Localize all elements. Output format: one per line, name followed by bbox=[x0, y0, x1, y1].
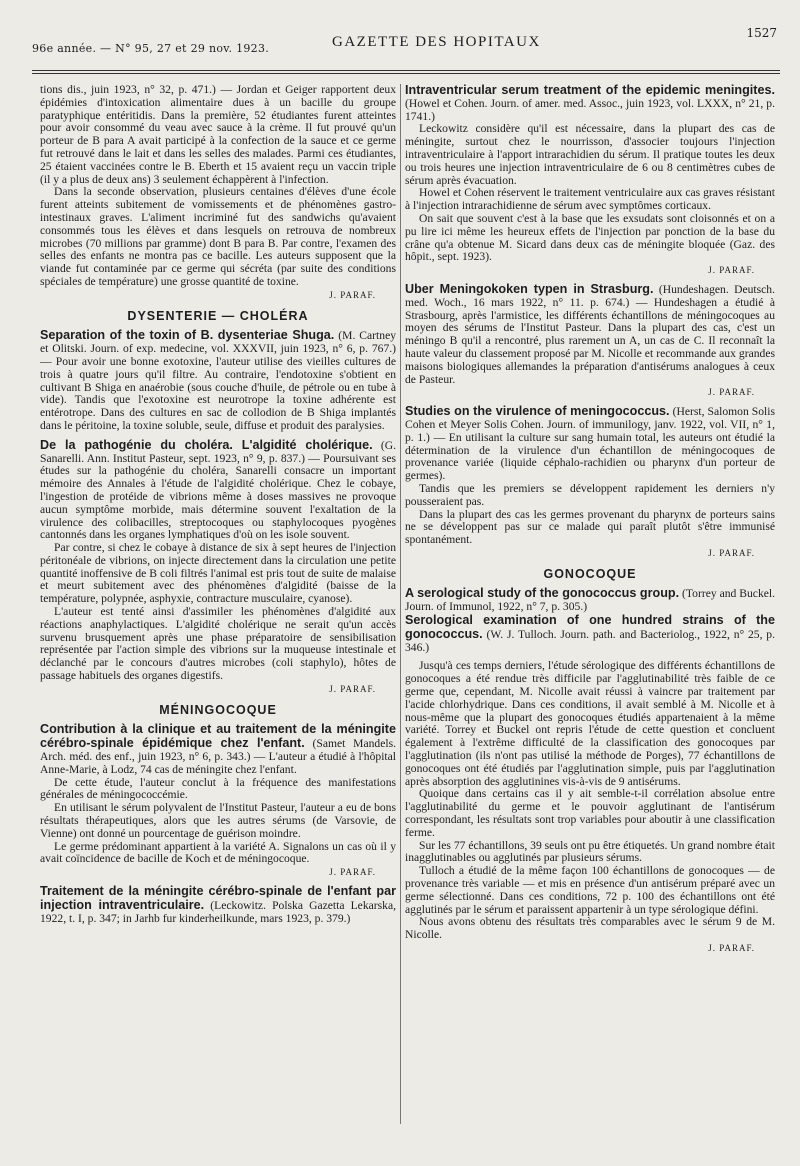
article-virulence-meningococcus bbox=[405, 405, 775, 560]
section-heading-gonocoque: GONOCOQUE bbox=[543, 566, 637, 581]
article-title: Uber Meningokoken typen in Strasburg. bbox=[405, 281, 654, 296]
paragraph: Tandis que les premiers se développent rapidement les derniers n'y pousseraient pas. bbox=[405, 481, 775, 508]
article-traitement-intraventriculaire bbox=[40, 885, 396, 925]
paragraph: Dans la plupart des cas les germes provenant du pharynx de porteurs sains ne se développent pas sur ce malade qui paraît plutôt s'être immunisé spontanément. bbox=[405, 507, 775, 547]
author-signature: J. PARAF. bbox=[708, 943, 755, 953]
article-title: Studies on the virulence of meningococcus. bbox=[405, 404, 670, 419]
paragraph: On sait que souvent c'est à la base que les exsudats sont cloisonnés et on a pu lire ici même les heureux effets de l'injection par ponction de la base du crâne qu'a obtenue M. Sicard dans deux cas de méningite bloquée (Gaz. des hôpit., sept. 1923). bbox=[405, 211, 775, 264]
author-signature: J. PARAF. bbox=[708, 387, 755, 398]
author-signature: J. PARAF. bbox=[329, 867, 376, 878]
article-gonococcus-serology bbox=[405, 587, 775, 954]
article-reference: (M. Cartney et Olitski. Journ. of exp. medecine, vol. XXXVII, juin 1923, n° 6, p. 767.) bbox=[40, 329, 397, 356]
paragraph: Le germe prédominant appartient à la variété A. Signalons un cas où il y avait coïncidence de bacille de Koch et de méningocoque. bbox=[40, 839, 396, 866]
column-divider bbox=[400, 84, 401, 1124]
article-reference: (G. Sanarelli. Ann. Institut Pasteur, sept. 1923, n° 9, p. 837.) bbox=[40, 438, 396, 465]
header-rule-2 bbox=[32, 73, 780, 74]
article-meningokoken-strasburg bbox=[405, 283, 775, 399]
article-title: A serological study of the gonococcus group. bbox=[405, 586, 680, 601]
article-title: Contribution à la clinique et au traitement de la méningite cérébro-spinale épidémique chez l'enfant. bbox=[40, 722, 396, 751]
author-signature: J. PARAF. bbox=[708, 547, 755, 558]
paragraph: Dans la seconde observation, plusieurs centaines d'élèves d'une école furent atteints subitement de vomissements et de phénomènes gastro-intestinaux graves. L'aliment incriminé fut des sandwichs qu'avaient consommés tous les élèves et dans lesquels on retrouva de nombreux microbes (70 millions par gramme) dont B para B. Par contre, l'examen des selles des enfants ne montra pas ce bacille. Les auteurs supposent que la viande fut contaminée par ce germe qui sécréta (par suite des conditions spéciales de température) une grosse quantité de toxine. bbox=[40, 185, 396, 288]
article-contribution-meningite bbox=[40, 723, 396, 879]
paragraph: En utilisant le sérum polyvalent de l'Institut Pasteur, l'auteur a eu de bons résultats thérapeutiques, alors que les autres sérums (de Varsovie, de Vienne) ont donné un pourcentage de guérison moindre. bbox=[40, 801, 396, 840]
article-title: De la pathogénie du choléra. L'algidité cholérique. bbox=[40, 437, 373, 452]
article-title: Traitement de la méningite cérébro-spinale de l'enfant par injection intraventriculaire. bbox=[40, 884, 396, 912]
article-title: Intraventricular serum treatment of the epidemic meningites. bbox=[405, 83, 775, 97]
article-body: — Hundeshagen a étudié à Strasbourg, après l'armistice, les différents échantillons de méningocoques au moyen des sérums de l'Institut Pasteur. Dans la plupart des cas, c'est un méningo B qu'il a rencontré, plus rarement un A, un cas de C. Il reconnaît la haute valeur du classement proposé par M. Nicolle et recommande aux grandes maisons biologiques allemandes la préparation d'antisérums analogues à ceux de Pasteur. bbox=[405, 295, 775, 386]
author-signature: J. PARAF. bbox=[708, 265, 755, 276]
article-reference: (Samet Mandels. Arch. méd. des enf., juin 1923, n° 6, p. 343.) bbox=[40, 737, 396, 764]
journal-title: GAZETTE DES HOPITAUX bbox=[332, 34, 541, 50]
paragraph: Nous avons obtenu des résultats très comparables avec le sérum 9 de M. Nicolle. bbox=[405, 915, 775, 942]
paragraph: L'auteur est tenté ainsi d'assimiler les phénomènes d'algidité aux réactions anaphylactiques. L'algidité cholérique ne serait qu'un accès survenu brusquement après une phase préparatoire de sensibilisation représentée par l'action simple des vibrions sur la muqueuse intestinale et déclanché par le concours d'autres microbes (coli staphylo), hôtes de passage habituels des organes digestifs. bbox=[40, 605, 396, 683]
article-reference: (Torrey and Buckel. Journ. of Immunol, 1922, n° 7, p. 305.) bbox=[405, 587, 776, 614]
paragraph: De cette étude, l'auteur conclut à la fréquence des manifestations générales de méningococcémie. bbox=[40, 775, 396, 802]
paragraph: Quoique dans certains cas il y ait semble-t-il corrélation absolue entre l'agglutinabilité du germe et le pouvoir agglutinant de l'antisérum correspondant, les résultats sont trop variables pour aboutir à une classification ferme. bbox=[405, 787, 775, 839]
right-column bbox=[405, 84, 775, 961]
paragraph: Par contre, si chez le cobaye à distance de six à sept heures de l'injection péritonéale de vibrions, on injecte directement dans la circulation une petite quantité inoffensive de B coli filtrés l'animal est pris tout de suite de malaise et meurt subitement avec des phénomènes d'algidité (baisse de la température, polypnée, asphyxie, contracture musculaire, cyanose). bbox=[40, 541, 396, 606]
paragraph: Jusqu'à ces temps derniers, l'étude sérologique des différents échantillons de gonocoques a été rendue très difficile par l'agglutinabilité très faible de ce germe que, cependant, M. Nicolle avait réussi à vaincre par traitement par l'acide chlorhydrique. Dans ces conditions, il avait semblé à M. Nicolle et à nous-même que la plupart des gonocoques étudiés appartenaient à la même variété. Torrey et Buckel ont repris l'étude de cette question et concluent également à l'extrême difficulté de la classification des gonocoques par l'agglutination (ils n'ont pas utilisé la méthode de Porges), 77 échantillons de gonocoques ont été étudiés par l'agglutination simple, puis par l'agglutination après absorption des agglutinines vis-à-vis de 9 antisérums. bbox=[405, 659, 775, 788]
article-reference: (Leckowitz. Polska Gazetta Lekarska, 1922, t. I, p. 347; in Jarhb fur kinderheilkunde, mars 1923, p. 379.) bbox=[40, 898, 396, 925]
article-reference: (Hundeshagen. Deutsch. med. Woch., 16 mars 1922, n° 11. p. 674.) bbox=[405, 282, 775, 309]
article-body: — L'auteur a étudié à l'hôpital Anne-Marie, à Lodz, 74 cas de méningite chez l'enfant. bbox=[40, 750, 397, 776]
page-header bbox=[32, 26, 777, 66]
article-reference: (W. J. Tulloch. Journ. path. and Bacteriolog., 1922, n° 25, p. 346.) bbox=[405, 627, 775, 654]
header-rule bbox=[32, 70, 780, 71]
paragraph: Howel et Cohen réservent le traitement ventriculaire aux cas graves résistant à l'injection intrarachidienne de sérum avec symptômes corticaux. bbox=[405, 186, 775, 213]
paragraph: Sur les 77 échantillons, 39 seuls ont pu être étiquetés. Un grand nombre était inagglutinables ou agglutinés par plusieurs sérums. bbox=[405, 838, 775, 865]
left-column bbox=[40, 84, 396, 931]
article-pathogenie-cholera bbox=[40, 439, 396, 696]
author-signature: J. PARAF. bbox=[329, 289, 376, 300]
article-title: Serological examination of one hundred strains of the gonococcus. bbox=[405, 613, 775, 641]
article-reference: (Howel et Cohen. Journ. of amer. med. Assoc., juin 1923, vol. LXXX, n° 21, p. 1741.) bbox=[405, 96, 775, 123]
section-heading-meningocoque: MÉNINGOCOQUE bbox=[159, 702, 277, 717]
author-signature: J. PARAF. bbox=[329, 683, 376, 694]
intro-paragraph: tions dis., juin 1923, n° 32, p. 471.) — Jordan et Geiger rapportent deux épidémies d'intoxication alimentaire dues à un bacille du groupe paratyphique entéritidis. Dans la première, 52 étudiantes furent atteintes pour avoir consommé du veau avec sauce à la crème. Il fut prouvé qu'un porteur de B para A avait participé à la confection de la sauce et ce germe fut retrouvé dans le lait et dans les selles des malades. Parmi ces étudiantes, 25 étaient vaccinées contre le B. Eberth et 15 avaient reçu un vaccin triple (il y a plus de deux ans) 3 seulement échappèrent à l'infection. bbox=[40, 83, 396, 186]
article-title: Separation of the toxin of B. dysenteriae Shuga. bbox=[40, 328, 335, 343]
section-heading-dysenterie: DYSENTERIE — CHOLÉRA bbox=[127, 308, 309, 323]
paragraph: Leckowitz considère qu'il est nécessaire, dans la plupart des cas de méningite, surtout chez le nourrisson, d'associer toujours l'injection intraventriculaire à l'apport intrarachidien du sérum. Il pratique toutes les deux ou trois heures une injection intraventriculaire de 6 ou 8 centimètres cubes de sérum après évacuation. bbox=[405, 122, 775, 187]
article-intraventricular-serum bbox=[405, 84, 775, 277]
page-number: 1527 bbox=[746, 26, 777, 40]
article-body: — Pour avoir une bonne exotoxine, l'auteur utilise des vieilles cultures de trois à quatre jours qu'il filtre. Au contraire, l'endotoxine s'obtient en cultivant B Shiga en anaérobie (sous couche d'huile, de pétrole ou en tube à vide). Tandis que l'exotoxine est neurotrope la toxine adhérente est entérotrope. Dans des cultures en sac de collodion de B Shiga implantés dans le péritoine, la toxine soluble, seule, diffuse et produit des paralysies. bbox=[40, 354, 396, 432]
article-separation-toxin bbox=[40, 329, 396, 432]
issue-info: 96e année. — N° 95, 27 et 29 nov. 1923. bbox=[32, 42, 270, 55]
article-body: — Poursuivant ses études sur la pathogénie du choléra, Sanarelli consacre un important mémoire des Annales à l'étude de l'algidité cholérique. Chez le cobaye, l'ingestion de protéide de vibrions même à doses massives ne provoque aucun symptôme morbide, mais détermine souvent l'exaltation de la virulence des colibacilles, streptocoques ou staphylocoques pyogènes cantonnés dans les organes lymphatiques d'où on les isole souvent. bbox=[40, 451, 396, 542]
article-body: — En utilisant la culture sur sang humain total, les auteurs ont étudié la détermination de la virulence d'un échantillon de méningocoques de provenance variée (liquide céphalo-rachidien ou pharynx d'un porteur de germes). bbox=[405, 430, 775, 483]
paragraph: Tulloch a étudié de la même façon 100 échantillons de gonocoques — de provenance très variable — et mis en présence d'un antisérum préparé avec un germe sélectionné. Dans ces conditions, 72 p. 100 des échantillons ont été agglutinés par le sérum et paraissent appartenir à un type sérologique défini. bbox=[405, 864, 775, 916]
article-reference: (Herst, Salomon Solis Cohen et Meyer Solis Cohen. Journ. of immunilogy, janv. 1922, vol. VII, n° 1, p. 1.) bbox=[405, 405, 775, 444]
